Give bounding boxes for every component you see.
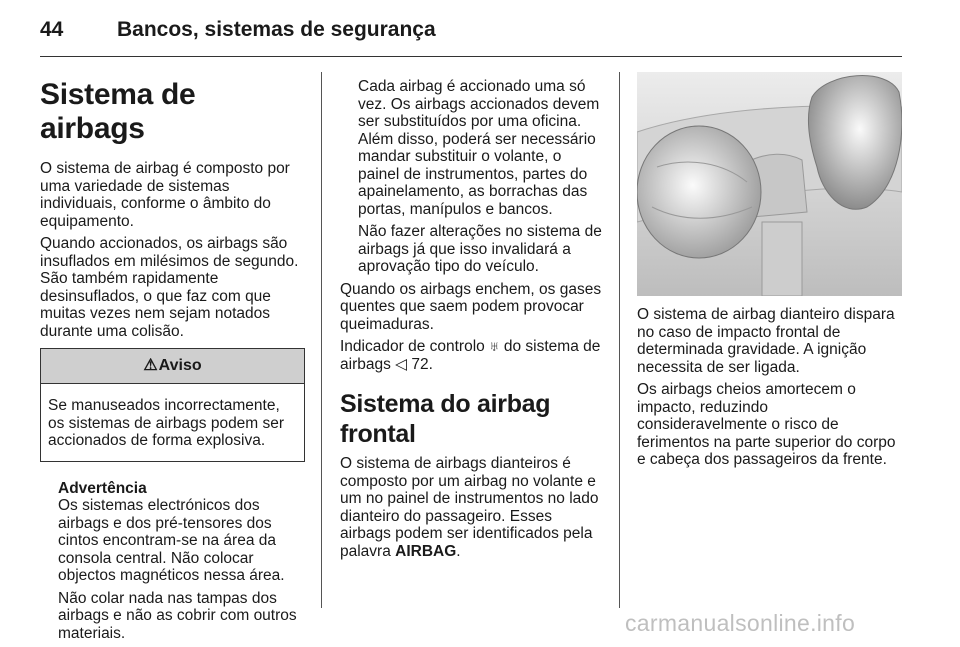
chapter-title: Bancos, sistemas de segurança bbox=[117, 18, 436, 41]
column-divider-2 bbox=[619, 72, 620, 608]
column-divider-1 bbox=[321, 72, 322, 608]
column-1 bbox=[40, 72, 305, 647]
page-number: 44 bbox=[40, 18, 64, 41]
paragraph: Cada airbag é accionado uma só vez. Os airbags accionados devem ser substituídos por uma oficina. Além disso, poderá ser necessário mandar substituir o volante, o painel de instrumentos, partes do apainelamento, as borrachas das portas, manípulos e bancos. bbox=[358, 78, 600, 218]
section-title-airbags: Sistema de airbags bbox=[40, 78, 196, 145]
paragraph: Os sistemas electrónicos dos airbags e dos pré-tensores dos cintos encontram-se na área da consola central. Não colocar objectos magnéticos nessa área. bbox=[58, 497, 285, 584]
paragraph bbox=[340, 455, 605, 560]
page-header bbox=[40, 18, 902, 57]
paragraph: Os airbags cheios amortecem o impacto, reduzindo consideravelmente o risco de ferimentos na parte superior do corpo e cabeça dos passageiros da frente. bbox=[637, 381, 896, 468]
indented-block bbox=[340, 78, 605, 276]
airbag-indicator-icon: ♅ bbox=[489, 338, 500, 354]
warning-box bbox=[40, 348, 305, 462]
warning-triangle-icon: ⚠ bbox=[143, 357, 158, 374]
warning-text: Se manuseados incorrectamente, os sistemas de airbags podem ser accionados de forma explosiva. bbox=[48, 397, 285, 449]
paragraph: Quando accionados, os airbags são insuflados em milésimos de segundo. São também rapidamente desinsuflados, o que faz com que muitas vezes nem sejam notados durante uma colisão. bbox=[40, 235, 299, 340]
text-span: O sistema de airbags dianteiros é composto por um airbag no volante e um no painel de instrumentos no lado dianteiro do passageiro. Esses airbags podem ser identificados pela palavra bbox=[340, 455, 599, 560]
paragraph: Não colar nada nas tampas dos airbags e não as cobrir com outros materiais. bbox=[58, 589, 297, 642]
section-title-frontal: Sistema do airbag frontal bbox=[340, 390, 551, 448]
airbag-word: AIRBAG bbox=[395, 542, 457, 560]
control-indicator-paragraph bbox=[340, 338, 605, 373]
column-2 bbox=[340, 72, 605, 565]
text-span: do sistema de airbags bbox=[340, 338, 601, 373]
text-span: . bbox=[456, 542, 461, 560]
paragraph: Não fazer alterações no sistema de airbags já que isso invalidará a aprovação tipo do veículo. bbox=[358, 223, 602, 275]
page-reference: 72. bbox=[407, 355, 433, 373]
airbag-illustration-svg bbox=[637, 72, 902, 296]
advertencia-heading: Advertência bbox=[58, 479, 147, 497]
advertencia-block bbox=[40, 480, 305, 643]
paragraph: O sistema de airbag dianteiro dispara no caso de impacto frontal de determinada gravidade. A ignição necessita de ser ligada. bbox=[637, 306, 895, 376]
paragraph: Quando os airbags enchem, os gases quentes que saem podem provocar queimaduras. bbox=[340, 280, 602, 333]
page-reference-icon: ◁ bbox=[395, 355, 408, 373]
column-3 bbox=[637, 72, 902, 474]
paragraph: O sistema de airbag é composto por uma variedade de sistemas individuais, conforme o âmbito do equipamento. bbox=[40, 160, 290, 230]
watermark: carmanualsonline.info bbox=[625, 610, 856, 636]
warning-heading: Aviso bbox=[158, 357, 202, 374]
airbag-illustration bbox=[637, 72, 902, 296]
text-span: Indicador de controlo bbox=[340, 338, 490, 355]
warning-header bbox=[41, 349, 304, 384]
